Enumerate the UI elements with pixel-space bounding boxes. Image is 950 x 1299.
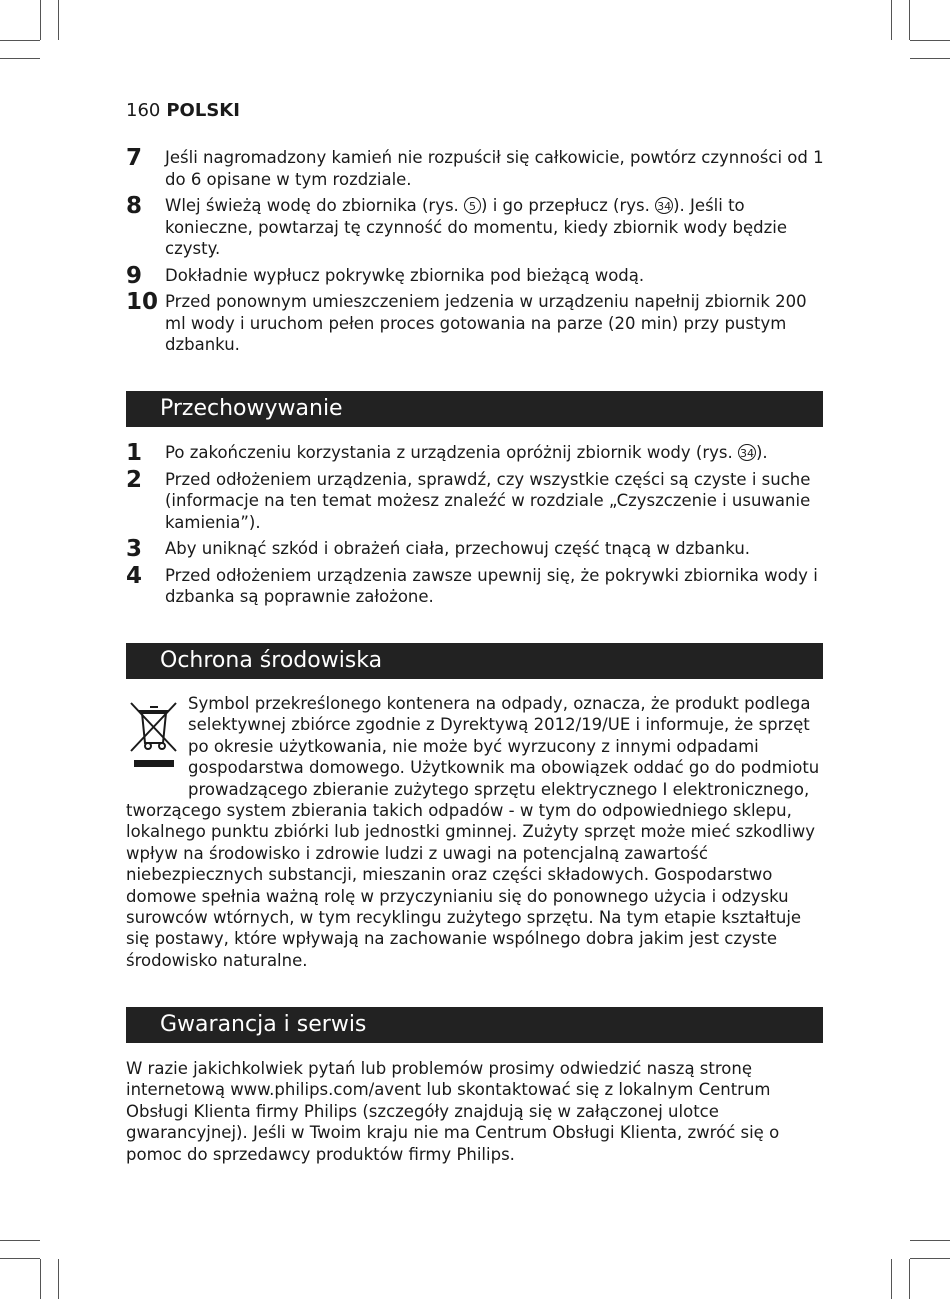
environment-section — [126, 693, 823, 971]
crop-mark — [0, 58, 40, 59]
section-heading-warranty: Gwarancja i serwis — [126, 1007, 823, 1043]
philips-website-link[interactable]: www.philips.com/avent — [230, 1080, 422, 1100]
step-text: Dokładnie wypłucz pokrywkę zbiornika pod bieżącą wodą. — [165, 265, 645, 285]
figure-reference: 34 — [738, 444, 756, 461]
step-text: Po zakończeniu korzystania z urządzenia opróżnij zbiornik wody (rys. — [165, 443, 738, 462]
crop-mark — [0, 40, 40, 41]
crop-mark — [40, 1259, 41, 1299]
crop-mark — [40, 0, 41, 40]
step-number: 10 — [126, 289, 159, 315]
warranty-text — [126, 1058, 823, 1165]
list-item — [126, 262, 826, 289]
crop-mark — [0, 1240, 40, 1241]
list-item — [126, 538, 826, 560]
step-text: Przed ponownym umieszczeniem jedzenia w urządzeniu napełnij zbiornik 200 ml wody i uruchom pełen proces gotowania na parze (20 min) przy pustym dzbanku. — [165, 292, 807, 354]
crop-mark — [891, 0, 892, 40]
step-text: Aby uniknąć szkód i obrażeń ciała, przechowuj część tnącą w dzbanku. — [165, 539, 751, 558]
step-number: 8 — [126, 193, 143, 219]
list-item — [126, 195, 826, 260]
section-heading-environment: Ochrona środowiska — [126, 643, 823, 679]
language-label: POLSKI — [166, 100, 240, 121]
environment-text: Symbol przekreślonego kontenera na odpady, oznacza, że produkt podlega selektywnej zbiórce zgodnie z Dyrektywą 2012/19/UE i informuje, że sprzęt po okresie użytkowania, nie może być wyrzucony z innymi odpadami gospodarstwa domowego. Użytkownik ma obowiązek oddać go do podmiotu prowadzącego zbieranie zużytego sprzętu elektrycznego I elektronicznego, tworzącego system zbierania takich odpadów - w tym do odpowiedniego sklepu, lokalnego punktu zbiórki lub jednostki gminnej. Zużyty sprzęt może mieć szkodliwy wpływ na środowisko i zdrowie ludzi z uwagi na potencjalną zawartość niebezpiecznych substancji, mieszanin oraz części składowych. Gospodarstwo domowe spełnia ważną rolę w przyczynianiu się do ponownego użycia i odzysku surowców wtórnych, w tym recyklingu zużytego sprzętu. Na tym etapie kształtuje się postawy, które wpływają na zachowanie wspólnego dobra jakim jest czyste środowisko naturalne. — [126, 694, 820, 970]
cleaning-steps-list — [126, 147, 826, 361]
step-text: Przed odłożeniem urządzenia zawsze upewnij się, że pokrywki zbiornika wody i dzbanka są poprawnie założone. — [165, 565, 818, 606]
crop-mark — [891, 1259, 892, 1299]
step-text: Jeśli nagromadzony kamień nie rozpuścił się całkowicie, powtórz czynności od 1 do 6 opisane w tym rozdziale. — [165, 148, 824, 189]
list-item — [126, 291, 826, 356]
step-text: ). — [755, 443, 768, 462]
crop-mark — [909, 0, 910, 40]
crop-mark — [910, 1240, 950, 1241]
crop-mark — [0, 1258, 40, 1259]
step-number: 1 — [126, 440, 143, 466]
step-number: 2 — [126, 466, 143, 493]
crossed-out-wheelie-bin-icon — [126, 699, 184, 779]
storage-steps-list — [126, 442, 826, 613]
crop-mark — [909, 1259, 910, 1299]
step-number: 7 — [126, 145, 143, 171]
figure-reference: 5 — [464, 197, 481, 214]
list-item — [126, 466, 826, 534]
crop-mark — [58, 1259, 59, 1299]
list-item — [126, 562, 826, 608]
crop-mark — [58, 0, 59, 40]
step-number: 4 — [126, 562, 143, 589]
warranty-text-part: lub skontaktować się z lokalnym Centrum Obsługi Klienta firmy Philips (szczegóły znajdują się w załączonej ulotce gwarancyjnej). Jeśli w Twoim kraju nie ma Centrum Obsługi Klienta, zwróć się o pomoc do sprzedawcy produktów firmy Philips. — [126, 1080, 780, 1164]
page-number: 160 — [126, 100, 161, 121]
step-text: Wlej świeżą wodę do zbiornika (rys. — [165, 196, 465, 215]
step-number: 9 — [126, 262, 143, 289]
warranty-text-part: W razie jakichkolwiek pytań lub problemów prosimy odwiedzić naszą stronę internetową — [126, 1059, 752, 1100]
page-header — [126, 100, 240, 121]
list-item — [126, 147, 826, 190]
figure-reference: 34 — [655, 197, 673, 214]
step-text: Przed odłożeniem urządzenia, sprawdź, czy wszystkie części są czyste i suche (informacje na ten temat możesz znaleźć w rozdziale „Czyszczenie i usuwanie kamienia”). — [165, 469, 811, 532]
list-item — [126, 442, 826, 464]
crop-mark — [910, 40, 950, 41]
step-text: ) i go przepłucz (rys. — [481, 196, 656, 215]
crop-mark — [910, 1258, 950, 1259]
crop-mark — [910, 58, 950, 59]
step-text: ). Jeśli to konieczne, powtarzaj tę czynność do momentu, kiedy zbiornik wody będzie czysty. — [165, 196, 787, 258]
step-number: 3 — [126, 536, 143, 562]
section-heading-storage: Przechowywanie — [126, 391, 823, 427]
